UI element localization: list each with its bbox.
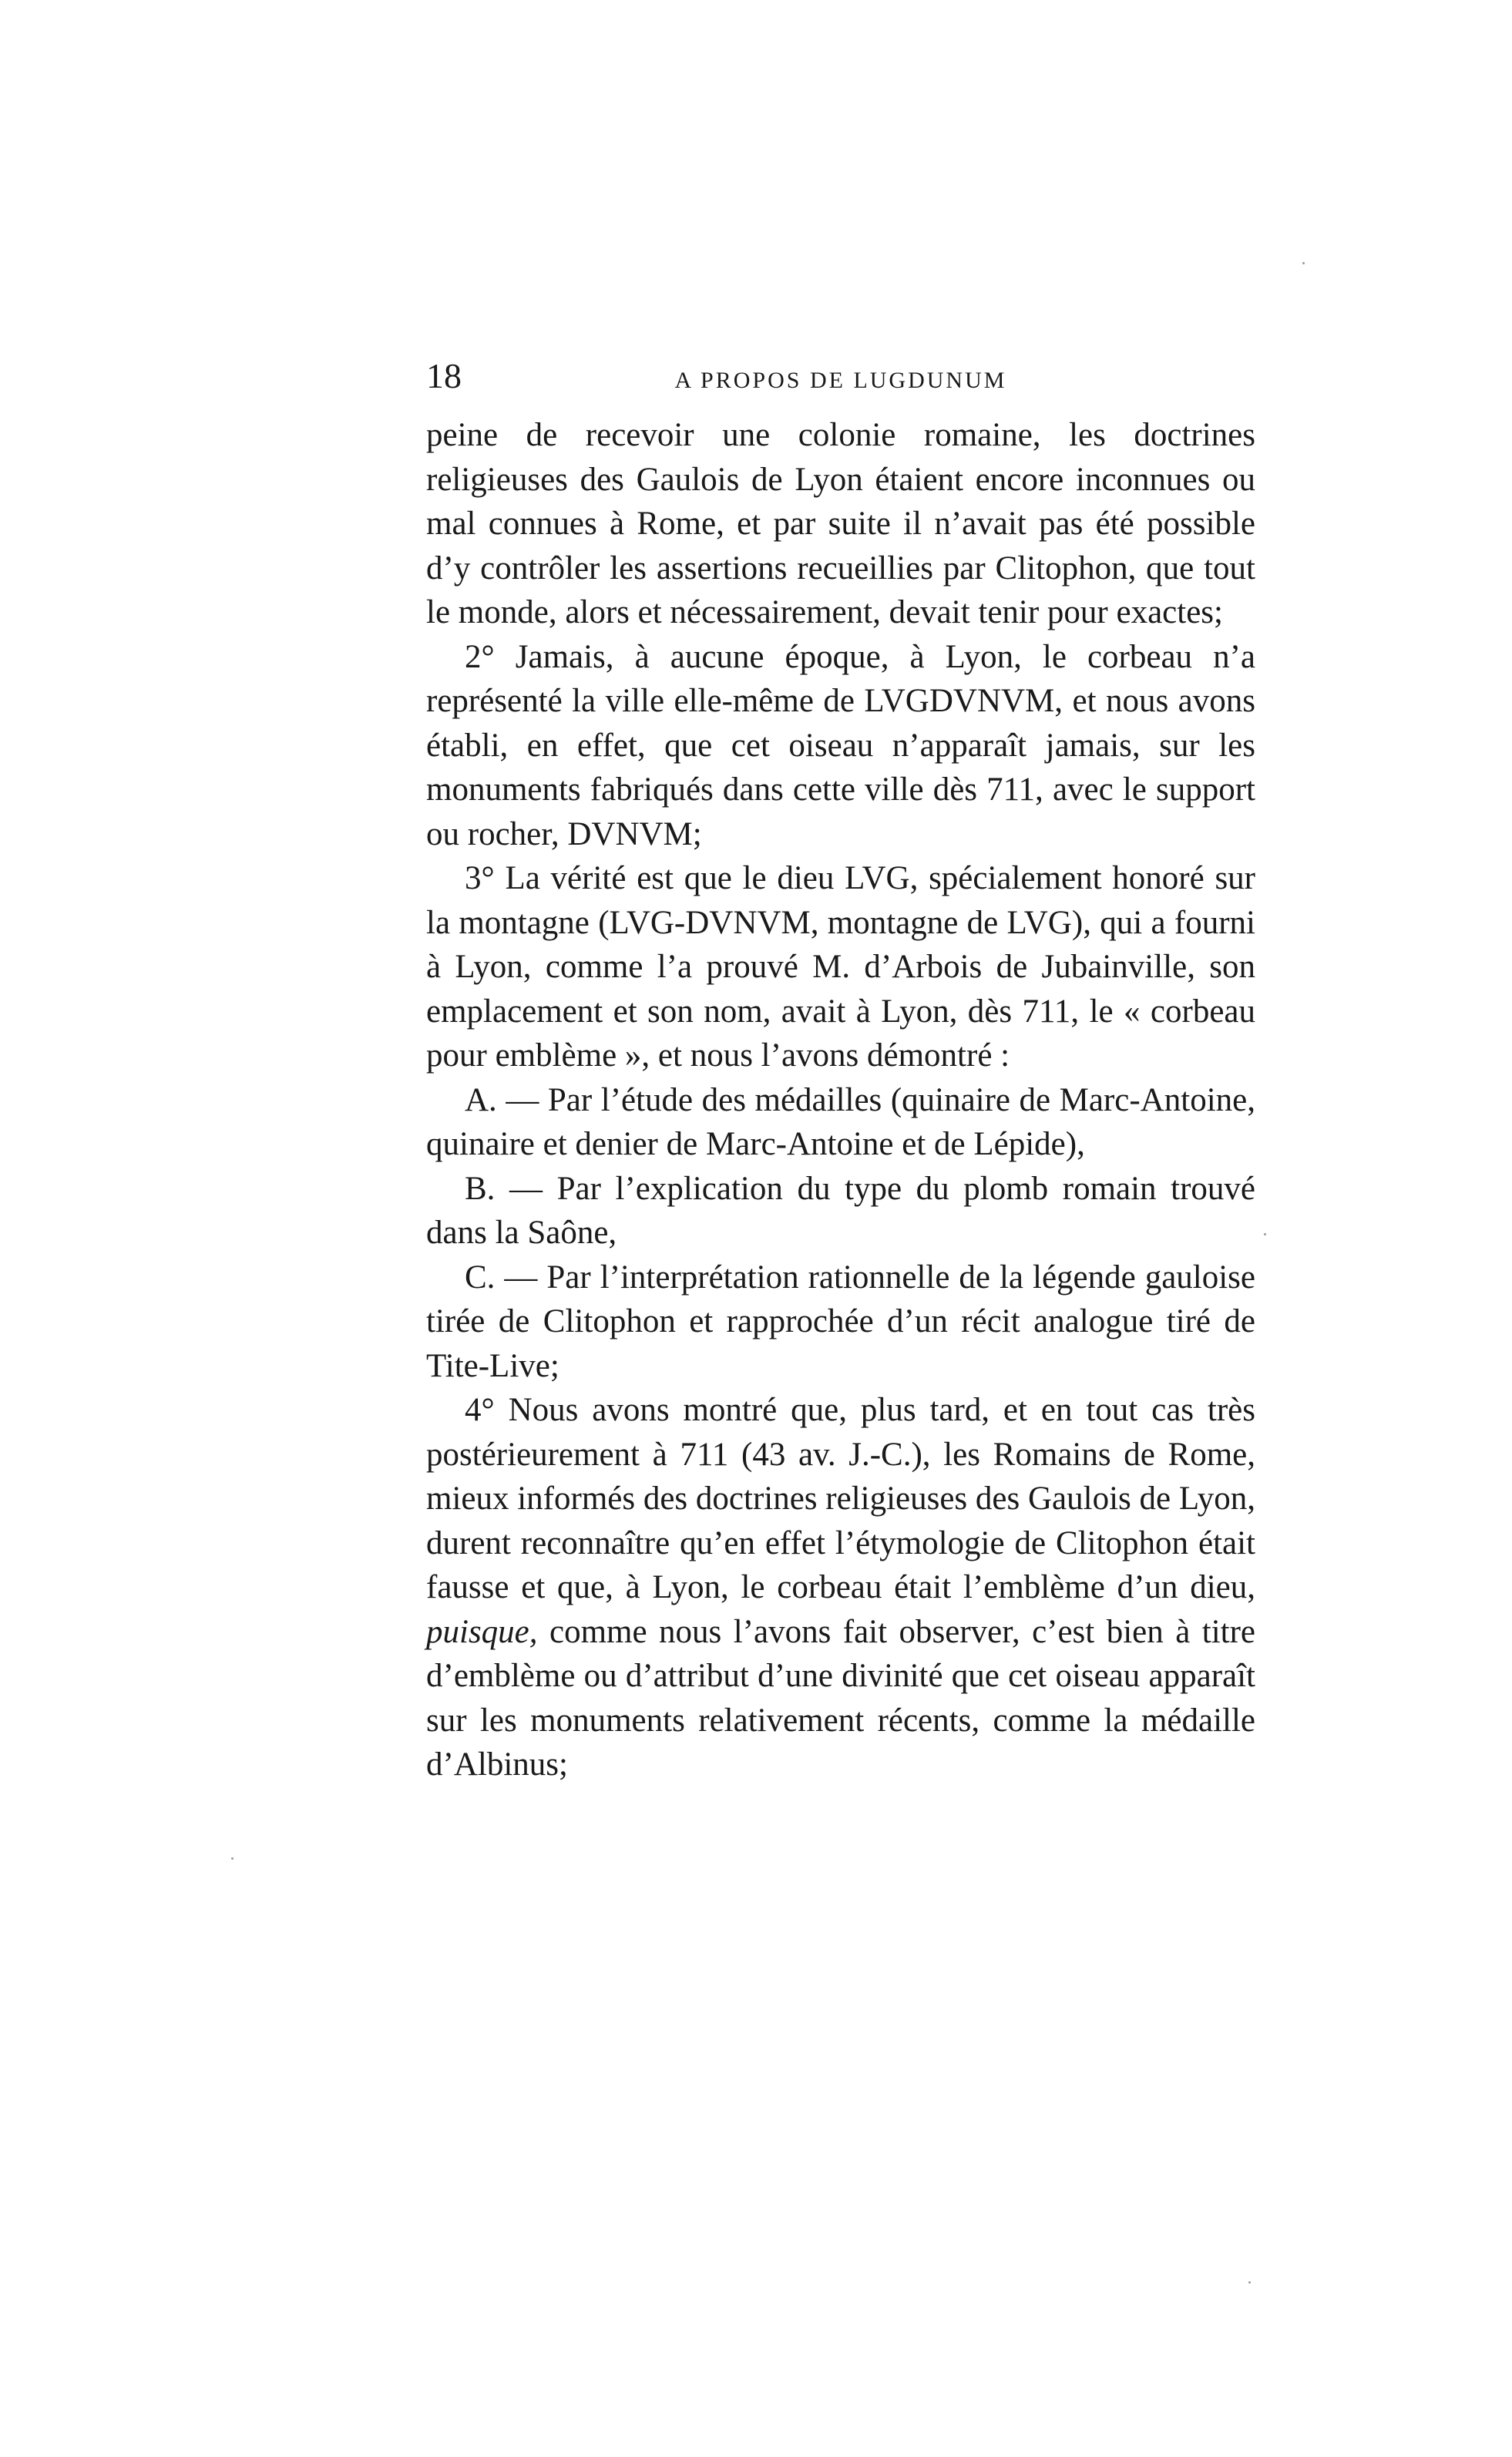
italic-word: puisque, xyxy=(426,1613,538,1650)
running-title: A PROPOS DE LUGDUNUM xyxy=(674,368,1007,393)
paper-speck xyxy=(1264,1233,1266,1235)
running-head xyxy=(426,353,1255,399)
paragraph-point-3: 3° La vérité est que le dieu LVG, spécialement honoré sur la montagne (LVG-DVNVM, montagne de LVG), qui a fourni à Lyon, comme l’a prouvé M. d’Arbois de Jubainville, son emplacement et son nom, avait à Lyon, dès 711, le « corbeau pour emblème », et nous l’avons démontré : xyxy=(426,860,1255,1074)
paper-speck xyxy=(1302,262,1305,264)
paragraph-point-a: A. — Par l’étude des médailles (quinaire de Marc-Antoine, quinaire et denier de Marc-Antoine et de Lépide), xyxy=(426,1081,1255,1162)
paragraph-point-4 xyxy=(426,1388,1255,1787)
paper-speck xyxy=(1248,2281,1251,2284)
paragraph-continuation: peine de recevoir une colonie romaine, les doctrines religieuses des Gaulois de Lyon étaient encore inconnues ou mal connues à Rome, et par suite il n’avait pas été possible d’y contrôler les assertions recueillies par Clitophon, que tout le monde, alors et nécessairement, devait tenir pour exactes; xyxy=(426,417,1255,630)
paper-speck xyxy=(231,1857,234,1860)
paragraph-point-4-part-1: 4° Nous avons montré que, plus tard, et en tout cas très postérieurement à 711 (43 av. J.-C.), les Romains de Rome, mieux informés des doctrines religieuses des Gaulois de Lyon, durent reconnaître qu’en effet l’étymologie de Clitophon était fausse et que, à Lyon, le corbeau était l’emblème d’un dieu, xyxy=(426,1392,1255,1605)
body-text xyxy=(426,413,1255,1787)
paragraph-point-b: B. — Par l’explication du type du plomb romain trouvé dans la Saône, xyxy=(426,1170,1255,1251)
paragraph-point-2: 2° Jamais, à aucune époque, à Lyon, le corbeau n’a représenté la ville elle-même de LVGDVNVM, et nous avons établi, en effet, que cet oiseau n’apparaît jamais, sur les monuments fabriqués dans cette ville dès 711, avec le support ou rocher, DVNVM; xyxy=(426,638,1255,852)
paragraph-point-4-part-2: comme nous l’avons fait observer, c’est bien à titre d’emblème ou d’attribut d’une divinité que cet oiseau apparaît sur les monuments relativement récents, comme la médaille d’Albinus; xyxy=(426,1613,1255,1783)
page-number: 18 xyxy=(426,356,462,395)
paragraph-point-c: C. — Par l’interprétation rationnelle de la légende gauloise tirée de Clitophon et rapprochée d’un récit analogue tiré de Tite-Live; xyxy=(426,1259,1255,1384)
